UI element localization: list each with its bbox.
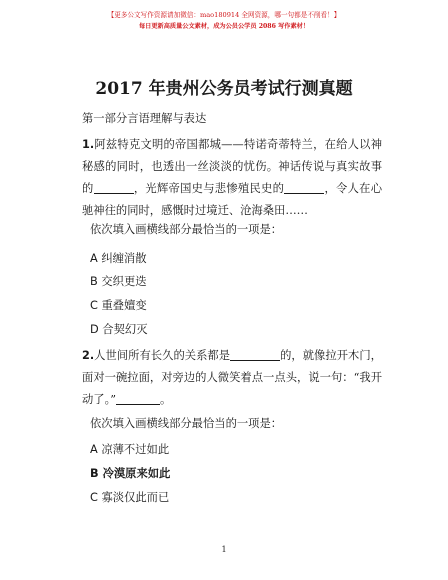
question-1-text	[82, 134, 382, 222]
question-1-text-c: ，令人在心驰神往的同时，感慨时过境迁、沧海桑田……	[82, 182, 382, 217]
question-2-option-b	[90, 465, 170, 481]
question-2-option-c	[90, 489, 169, 505]
question-1-option-d	[90, 321, 148, 337]
option-letter: B	[90, 467, 99, 480]
question-1-option-a	[90, 250, 147, 266]
section-heading: 第一部分言语理解与表达	[82, 112, 207, 125]
promo-banner-line2: 每日更新高质量公文素材，成为公员公学员 2086 写作素材！	[138, 23, 310, 30]
fill-blank	[284, 181, 324, 194]
option-text: 寡淡仅此而已	[101, 491, 170, 504]
question-1-option-b	[90, 273, 147, 289]
question-1-option-c	[90, 297, 147, 313]
page-number: 1	[221, 545, 227, 554]
question-2-number: 2.	[82, 349, 95, 362]
question-2-text	[82, 345, 382, 411]
option-text: 凉薄不过如此	[101, 443, 170, 456]
option-letter: C	[90, 299, 98, 312]
fill-blank	[94, 181, 134, 194]
question-2-option-a	[90, 441, 169, 457]
option-letter: A	[90, 252, 98, 265]
fill-blank	[230, 348, 280, 361]
question-2-prompt: 依次填入画横线部分最恰当的一项是：	[90, 417, 283, 430]
option-letter: B	[90, 275, 98, 288]
question-1-text-b: ，光辉帝国史与悲惨殖民史的	[133, 182, 285, 195]
document-title: 2017 年贵州公务员考试行测真题	[95, 79, 353, 99]
promo-banner-line1: 【更多公文写作资源请加微信：mao180914 全网资源，哪一句都是不削看！】	[107, 11, 341, 19]
option-text: 交织更迭	[101, 275, 147, 288]
fill-blank	[116, 392, 160, 405]
question-1-number: 1.	[82, 138, 95, 151]
option-text: 合契幻灭	[102, 323, 148, 336]
option-text: 冷漠原来如此	[102, 466, 171, 480]
question-2-text-a: 人世间所有长久的关系都是	[94, 349, 231, 362]
option-letter: A	[90, 443, 98, 456]
question-2-text-c: 。	[160, 393, 172, 406]
option-text: 纠缠消散	[101, 252, 147, 265]
option-letter: D	[90, 323, 99, 336]
option-text: 重叠嬗变	[101, 299, 147, 312]
question-1-text-a: 阿兹特克文明的帝国都城——特诺奇蒂特兰，在给人以神秘感的同时，也透出一丝淡淡的忧伤。神话传说与真实故事的	[82, 138, 382, 195]
question-1-prompt: 依次填入画横线部分最恰当的一项是：	[90, 223, 283, 236]
option-letter: C	[90, 491, 98, 504]
question-2-text-b: 的，就像拉开木门，面对一碗拉面，对旁边的人微笑着点一点头，说一句：“我开动了。”	[82, 349, 382, 406]
